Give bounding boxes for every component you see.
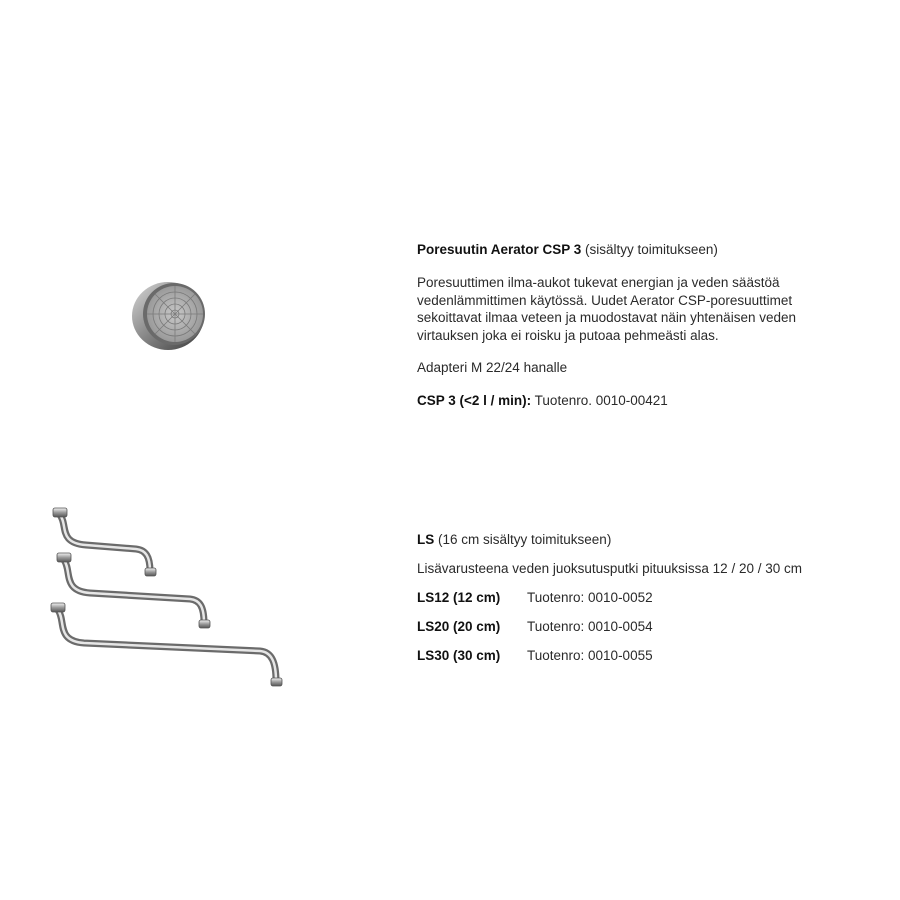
aerator-product-code — [417, 392, 668, 410]
aerator-nozzle-image — [128, 270, 214, 356]
spout-variant-row — [417, 618, 653, 636]
spout-title — [417, 531, 611, 549]
spout-variant-row — [417, 589, 653, 607]
aerator-title-bold: Poresuutin Aerator CSP 3 — [417, 242, 582, 257]
aerator-description-line: vedenlämmittimen käytössä. Uudet Aerator CSP-poresuuttimet — [417, 292, 793, 308]
spout-variant-number: Tuotenro: 0010-0055 — [527, 648, 653, 663]
aerator-description-line: Poresuuttimen ilma-aukot tukevat energian ja veden säästöä — [417, 275, 780, 290]
spout-variant-number: Tuotenro: 0010-0054 — [527, 619, 653, 634]
spout-pipes-image — [48, 505, 288, 690]
aerator-title-note: (sisältyy toimitukseen) — [581, 242, 718, 257]
spout-variant-code: LS30 (30 cm) — [417, 648, 501, 663]
aerator-description-line: virtauksen joka ei roisku ja putoaa pehmeästi alas. — [417, 327, 719, 343]
aerator-title — [417, 241, 718, 259]
spout-variant-code: LS12 (12 cm) — [417, 590, 501, 605]
spout-accessory-text: Lisävarusteena veden juoksutusputki pituuksissa 12 / 20 / 30 cm — [417, 561, 802, 576]
spout-variant-code: LS20 (20 cm) — [417, 619, 501, 634]
aerator-description-line: sekoittavat ilmaa veteen ja muodostavat näin yhtenäisen veden — [417, 310, 796, 325]
aerator-code-value: Tuotenro. 0010-00421 — [531, 393, 668, 408]
aerator-description — [417, 274, 857, 344]
aerator-adapter: Adapteri M 22/24 hanalle — [417, 360, 568, 375]
spout-variant-number: Tuotenro: 0010-0052 — [527, 590, 653, 605]
aerator-code-label: CSP 3 (<2 l / min): — [417, 393, 532, 408]
spout-title-note: (16 cm sisältyy toimitukseen) — [434, 532, 612, 547]
spout-variant-row — [417, 647, 653, 665]
spout-title-bold: LS — [417, 532, 435, 547]
